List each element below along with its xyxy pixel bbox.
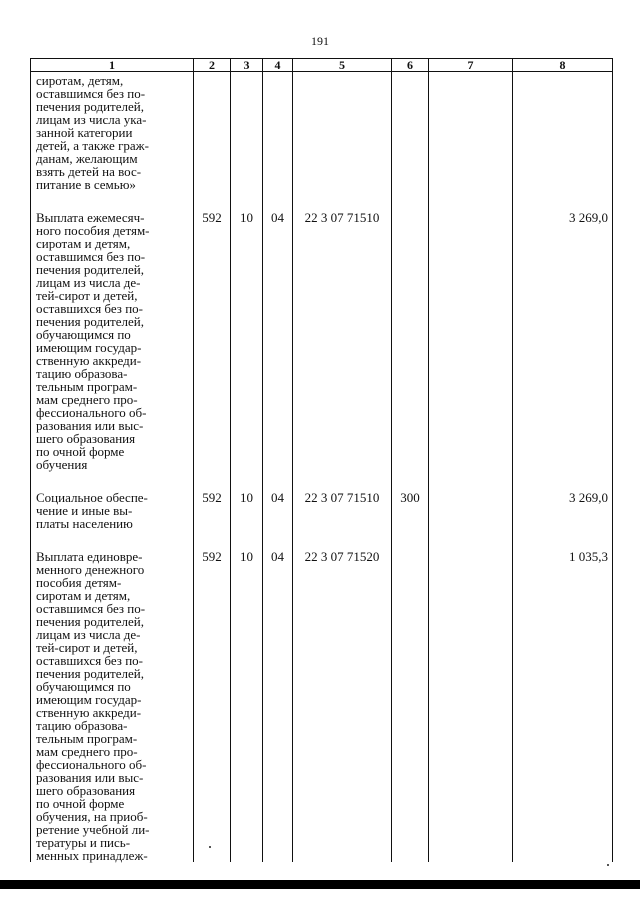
spacer-cell bbox=[263, 191, 293, 209]
description-line: оставшимся без по- bbox=[36, 86, 146, 101]
spacer-cell bbox=[293, 530, 392, 548]
cell-amount bbox=[513, 72, 613, 192]
description-line: лицам из числа ука- bbox=[36, 112, 147, 127]
spacer-cell bbox=[513, 471, 613, 489]
cell-target-article: 22 3 07 71520 bbox=[293, 548, 392, 862]
description-line: печения родителей, bbox=[36, 614, 144, 629]
description-line: пособия детям- bbox=[36, 575, 122, 590]
description-line: тацию образова- bbox=[36, 718, 128, 733]
description-line: шего образования bbox=[36, 783, 136, 798]
spacer-cell bbox=[513, 530, 613, 548]
spacer-cell bbox=[31, 530, 194, 548]
description-line: ственную аккреди- bbox=[36, 705, 142, 720]
row-description bbox=[31, 489, 194, 530]
cell-expense-type bbox=[392, 72, 429, 192]
col-header-3: 3 bbox=[231, 59, 263, 72]
description-line: менного денежного bbox=[36, 562, 145, 577]
col-header-2: 2 bbox=[194, 59, 231, 72]
cell-subsection-code bbox=[263, 72, 293, 192]
spacer-cell bbox=[513, 191, 613, 209]
cell-section-code: 10 bbox=[231, 548, 263, 862]
cell-col-7 bbox=[429, 72, 513, 192]
description-line: обучающимся по bbox=[36, 679, 131, 694]
row-spacer bbox=[31, 191, 613, 209]
description-line: фессионального об- bbox=[36, 757, 147, 772]
col-header-7: 7 bbox=[429, 59, 513, 72]
cell-amount: 1 035,3 bbox=[513, 548, 613, 862]
spacer-cell bbox=[429, 471, 513, 489]
cell-target-article: 22 3 07 71510 bbox=[293, 489, 392, 530]
cell-ministry-code: 592 bbox=[194, 209, 231, 471]
scan-dot bbox=[209, 846, 211, 848]
description-line: тературы и пись- bbox=[36, 835, 131, 850]
col-header-5: 5 bbox=[293, 59, 392, 72]
cell-section-code bbox=[231, 72, 263, 192]
cell-col-7 bbox=[429, 209, 513, 471]
description-line: тей-сирот и детей, bbox=[36, 288, 138, 303]
row-description bbox=[31, 209, 194, 471]
description-line: по очной форме bbox=[36, 796, 125, 811]
cell-subsection-code: 04 bbox=[263, 548, 293, 862]
spacer-cell bbox=[231, 530, 263, 548]
cell-ministry-code: 592 bbox=[194, 489, 231, 530]
spacer-cell bbox=[231, 471, 263, 489]
description-line: печения родителей, bbox=[36, 262, 144, 277]
description-line: детей, а также граж- bbox=[36, 138, 149, 153]
description-line: лицам из числа де- bbox=[36, 627, 141, 642]
page-bottom-rule bbox=[0, 880, 640, 889]
spacer-cell bbox=[194, 530, 231, 548]
row-description bbox=[31, 548, 194, 862]
description-line: оставшимся без по- bbox=[36, 249, 146, 264]
description-line: разования или выс- bbox=[36, 770, 144, 785]
description-line: печения родителей, bbox=[36, 666, 144, 681]
description-line: взять детей на вос- bbox=[36, 164, 142, 179]
spacer-cell bbox=[263, 530, 293, 548]
description-line: тей-сирот и детей, bbox=[36, 640, 138, 655]
description-line: обучения bbox=[36, 457, 88, 472]
page-number: 191 bbox=[311, 34, 329, 48]
cell-ministry-code: 592 bbox=[194, 548, 231, 862]
cell-col-7 bbox=[429, 548, 513, 862]
description-line: разования или выс- bbox=[36, 418, 144, 433]
cell-section-code: 10 bbox=[231, 489, 263, 530]
col-header-4: 4 bbox=[263, 59, 293, 72]
spacer-cell bbox=[293, 471, 392, 489]
description-line: по очной форме bbox=[36, 444, 125, 459]
spacer-cell bbox=[194, 471, 231, 489]
cell-expense-type bbox=[392, 209, 429, 471]
description-line: сиротам, детям, bbox=[36, 73, 124, 88]
description-line: оставшихся без по- bbox=[36, 301, 143, 316]
table-row bbox=[31, 72, 613, 192]
col-header-6: 6 bbox=[392, 59, 429, 72]
description-line: занной категории bbox=[36, 125, 133, 140]
description-line: оставшимся без по- bbox=[36, 601, 146, 616]
description-line: лицам из числа де- bbox=[36, 275, 141, 290]
description-line: имеющим государ- bbox=[36, 692, 142, 707]
description-line: тельным програм- bbox=[36, 379, 138, 394]
description-line: ного пособия детям- bbox=[36, 223, 150, 238]
scan-dot bbox=[607, 864, 609, 866]
description-line: чение и иные вы- bbox=[36, 503, 133, 518]
description-line: менных принадлеж- bbox=[36, 848, 148, 863]
cell-subsection-code: 04 bbox=[263, 209, 293, 471]
table-row bbox=[31, 209, 613, 471]
cell-subsection-code: 04 bbox=[263, 489, 293, 530]
cell-target-article: 22 3 07 71510 bbox=[293, 209, 392, 471]
description-line: печения родителей, bbox=[36, 99, 144, 114]
cell-ministry-code bbox=[194, 72, 231, 192]
spacer-cell bbox=[429, 530, 513, 548]
cell-amount: 3 269,0 bbox=[513, 489, 613, 530]
spacer-cell bbox=[293, 191, 392, 209]
description-line: ретение учебной ли- bbox=[36, 822, 150, 837]
description-line: Выплата единовре- bbox=[36, 549, 143, 564]
spacer-cell bbox=[31, 471, 194, 489]
cell-expense-type: 300 bbox=[392, 489, 429, 530]
description-line: Выплата ежемесяч- bbox=[36, 210, 145, 225]
description-line: Социальное обеспе- bbox=[36, 490, 148, 505]
col-header-1: 1 bbox=[31, 59, 194, 72]
cell-col-7 bbox=[429, 489, 513, 530]
spacer-cell bbox=[194, 191, 231, 209]
description-line: платы населению bbox=[36, 516, 133, 531]
cell-section-code: 10 bbox=[231, 209, 263, 471]
spacer-cell bbox=[231, 191, 263, 209]
budget-table bbox=[30, 58, 613, 862]
table-row bbox=[31, 548, 613, 862]
description-line: имеющим государ- bbox=[36, 340, 142, 355]
cell-target-article bbox=[293, 72, 392, 192]
row-spacer bbox=[31, 471, 613, 489]
description-line: шего образования bbox=[36, 431, 136, 446]
description-line: сиротам и детям, bbox=[36, 588, 131, 603]
description-line: питание в семью» bbox=[36, 177, 136, 192]
row-description bbox=[31, 72, 194, 192]
description-line: обучающимся по bbox=[36, 327, 131, 342]
description-line: обучения, на приоб- bbox=[36, 809, 148, 824]
spacer-cell bbox=[392, 471, 429, 489]
description-line: ственную аккреди- bbox=[36, 353, 142, 368]
spacer-cell bbox=[263, 471, 293, 489]
description-line: мам среднего про- bbox=[36, 392, 138, 407]
cell-amount: 3 269,0 bbox=[513, 209, 613, 471]
description-line: сиротам и детям, bbox=[36, 236, 131, 251]
cell-expense-type bbox=[392, 548, 429, 862]
description-line: мам среднего про- bbox=[36, 744, 138, 759]
description-line: печения родителей, bbox=[36, 314, 144, 329]
spacer-cell bbox=[392, 530, 429, 548]
description-line: оставшихся без по- bbox=[36, 653, 143, 668]
description-line: тацию образова- bbox=[36, 366, 128, 381]
description-line: фессионального об- bbox=[36, 405, 147, 420]
table-header-row bbox=[31, 59, 613, 72]
table-row bbox=[31, 489, 613, 530]
spacer-cell bbox=[429, 191, 513, 209]
row-spacer bbox=[31, 530, 613, 548]
col-header-8: 8 bbox=[513, 59, 613, 72]
table-body bbox=[31, 72, 613, 863]
spacer-cell bbox=[392, 191, 429, 209]
description-line: данам, желающим bbox=[36, 151, 138, 166]
spacer-cell bbox=[31, 191, 194, 209]
description-line: тельным програм- bbox=[36, 731, 138, 746]
